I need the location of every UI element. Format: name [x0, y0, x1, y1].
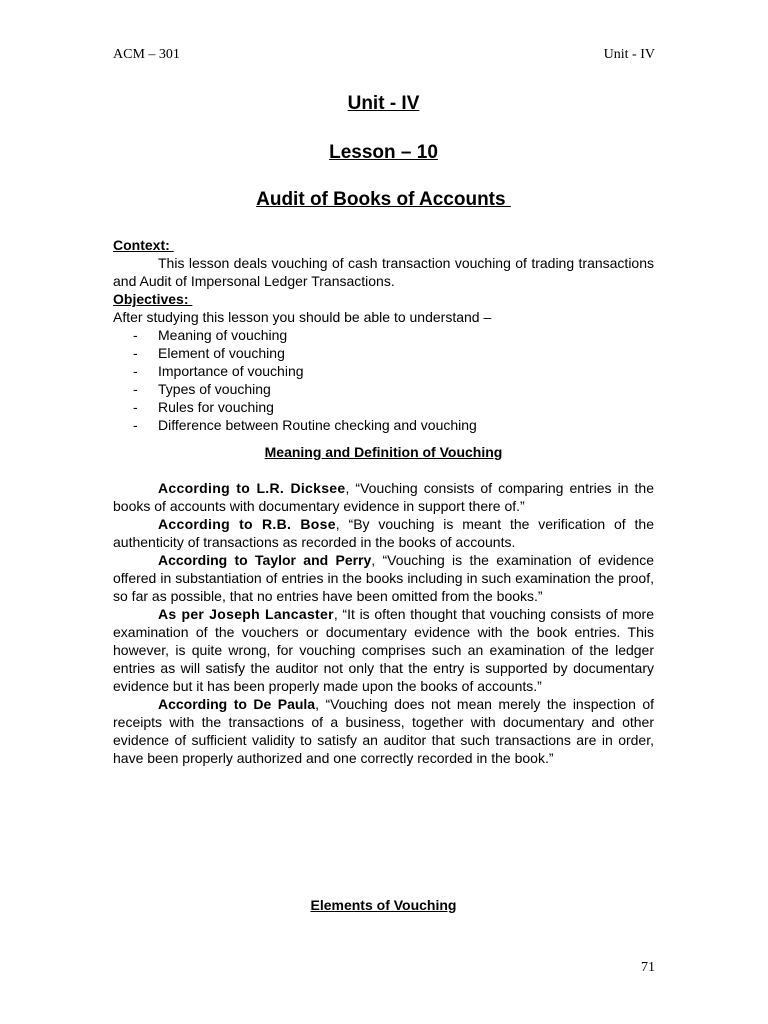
section-heading-meaning: Meaning and Definition of Vouching [264, 444, 503, 460]
context-label: Context: [113, 237, 174, 253]
definition-paragraph [113, 605, 654, 695]
bullet-dash: - [133, 381, 138, 397]
chapter-title: Audit of Books of Accounts [256, 189, 511, 210]
header-course-code: ACM – 301 [113, 47, 180, 62]
objective-text: Importance of vouching [158, 363, 304, 379]
definition-text: , “It is often thought that vouching consists of more examination of the vouchers or documentary evidence with the book entries. This however, is quite wrong, for vouching comprises such an examination of the ledger entries as will satisfy the auditor not only that the entry is supported by documentary evidence but it has been properly made upon the books of accounts.” [113, 606, 654, 694]
header-unit: Unit - IV [603, 47, 655, 62]
objective-item [113, 362, 654, 380]
lesson-title: Lesson – 10 [329, 142, 438, 163]
bullet-dash: - [133, 399, 138, 415]
section-heading-elements: Elements of Vouching [310, 897, 457, 913]
objectives-intro: After studying this lesson you should be able to understand – [113, 309, 492, 325]
definition-author: According to De Paula [158, 696, 316, 712]
objectives-label: Objectives: [113, 291, 193, 307]
objective-text: Types of vouching [158, 381, 271, 397]
bullet-dash: - [133, 417, 138, 433]
objective-item [113, 344, 654, 362]
bullet-dash: - [133, 327, 138, 343]
bullet-dash: - [133, 363, 138, 379]
definition-author: As per Joseph Lancaster [158, 606, 334, 622]
definition-text: , “By vouching is meant the verification of the authenticity of transactions as recorded in the books of accounts. [113, 516, 654, 550]
objective-text: Rules for vouching [158, 399, 274, 415]
objectives-list [113, 326, 654, 434]
objective-item [113, 380, 654, 398]
bullet-dash: - [133, 345, 138, 361]
definition-author: According to R.B. Bose [158, 516, 336, 532]
context-paragraph: This lesson deals vouching of cash transaction vouching of trading transactions and Audit of Impersonal Ledger Transactions. [113, 255, 654, 289]
objectives-label-line [113, 290, 654, 308]
definition-paragraph [113, 695, 654, 767]
definition-author: According to L.R. Dicksee [158, 480, 346, 496]
definition-text: , “Vouching is the examination of evidence offered in substantiation of entries in the books including in such examination the proof, so far as possible, that no entries have been omitted from the books.” [113, 552, 654, 604]
objective-item [113, 326, 654, 344]
context-label-line [113, 236, 654, 254]
objective-text: Difference between Routine checking and vouching [158, 417, 477, 433]
objective-text: Element of vouching [158, 345, 285, 361]
objective-text: Meaning of vouching [158, 327, 288, 343]
definition-paragraph [113, 515, 654, 551]
definition-text: , “Vouching consists of comparing entries in the books of accounts with documentary evidence in support there of.” [113, 480, 654, 514]
definition-text: , “Vouching does not mean merely the inspection of receipts with the transactions of a business, together with documentary and other evidence of sufficient validity to satisfy an auditor that such transactions are in order, have been properly authorized and one correctly recorded in the book.” [113, 696, 654, 766]
page-number: 71 [641, 960, 655, 975]
objective-item [113, 398, 654, 416]
definition-paragraph [113, 479, 654, 515]
unit-title: Unit - IV [347, 93, 420, 114]
definition-author: According to Taylor and Perry [158, 552, 372, 568]
objective-item [113, 416, 654, 434]
body-text [113, 236, 654, 767]
definition-paragraph [113, 551, 654, 605]
